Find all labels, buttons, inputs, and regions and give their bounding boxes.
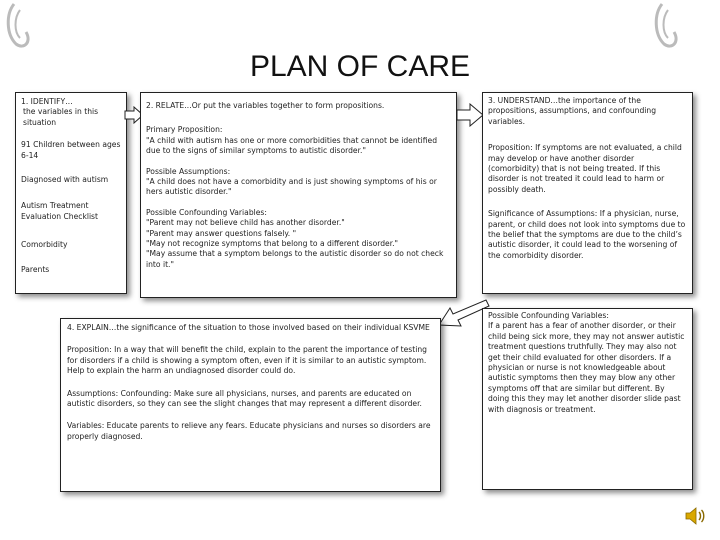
- confounding-label: Possible Confounding Variables:: [488, 311, 609, 320]
- explain-assumptions: Assumptions: Confounding: Make sure all physicians, nurses, and parents are educated on autistic disorders, so they can see the slight changes that may represent a different disorder.: [67, 388, 422, 409]
- possible-assumptions-label: Possible Assumptions:: [146, 166, 231, 176]
- understand-significance: Significance of Assumptions: If a physician, nurse, parent, or child does not look into symptoms due to the belief that the symptoms are due to the child’s autistic disorder, it could lead to the worsening of the comorbidity disorder.: [488, 209, 686, 260]
- identify-item: 91 Children between ages 6-14: [21, 140, 121, 160]
- confounding-variable-item: "May assume that a symptom belongs to the autistic disorder so do not check into it.": [146, 249, 444, 269]
- confounding-variable-item: "May not recognize symptoms that belong to a different disorder.": [146, 239, 399, 249]
- speaker-icon[interactable]: [683, 504, 707, 528]
- primary-proposition-label: Primary Proposition:: [146, 125, 223, 135]
- binder-ring-right-icon: [656, 4, 676, 46]
- explain-variables: Variables: Educate parents to relieve any fears. Educate physicians and nurses so disorders are properly diagnosed.: [67, 421, 431, 441]
- explain-heading: 4. EXPLAIN…the significance of the situation to those involved based on their individual KSVME: [67, 323, 430, 332]
- confounding-variable-item: "Parent may not believe child has another disorder.": [146, 218, 345, 228]
- understand-heading-text: UNDERSTAND…the importance of the propositions, assumptions, and confounding variables.: [488, 96, 657, 126]
- confounding-variable-item: "Parent may answer questions falsely. ": [146, 228, 297, 238]
- page-title: PLAN OF CARE: [249, 50, 471, 83]
- binder-ring-left-icon: [8, 4, 28, 46]
- possible-assumptions-text: "A child does not have a comorbidity and is just showing symptoms of his or hers autistic disorder.": [146, 177, 437, 197]
- identify-item: Diagnosed with autism: [21, 175, 109, 185]
- identify-box: [15, 92, 127, 294]
- explain-proposition: Proposition: In a way that will benefit the child, explain to the parent the importance of testing for disorders if a child is showing a symptom often, even if it is similar to an autistic symptom. Help to explain the harm an undiagnosed disorder could do.: [67, 345, 427, 376]
- relate-box: [140, 92, 457, 298]
- confounding-text: If a parent has a fear of another disorder, or their child being sick more, they may not answer autistic treatment questions truthfully. They may also not get their child evaluated for other disorders. If a physician or nurse is not knowledgeable about autistic symptoms then they may blow any other symptoms off that are similar but different. By doing this they may let another disorder slide past with diagnosis or treatment.: [488, 321, 685, 414]
- identify-text: the variables in this situation: [23, 107, 99, 127]
- identify-item: Comorbidity: [21, 240, 68, 250]
- arrow-right-icon: [456, 103, 484, 127]
- primary-proposition-text: "A child with autism has one or more comorbidities that cannot be identified due to the signs of similar symptoms to autistic disorder.": [146, 135, 438, 156]
- understand-heading: [488, 96, 687, 127]
- understand-box: [482, 92, 693, 294]
- understand-proposition: Proposition: If symptoms are not evaluated, a child may develop or have another disorder (comorbidity) that is not being treated. If this disorder is not treated it could lead to harm or possibly death.: [488, 143, 682, 194]
- confounding-box: [482, 308, 693, 490]
- identify-heading: 1. IDENTIFY…: [21, 97, 73, 106]
- identify-item: Autism Treatment Evaluation Checklist: [21, 201, 98, 221]
- identify-item: Parents: [21, 264, 50, 274]
- relate-heading: 2. RELATE…Or put the variables together to form propositions.: [146, 101, 385, 110]
- explain-box: [60, 318, 441, 492]
- understand-heading-number: 3.: [488, 96, 496, 105]
- confounding-variables-label: Possible Confounding Variables:: [146, 207, 267, 217]
